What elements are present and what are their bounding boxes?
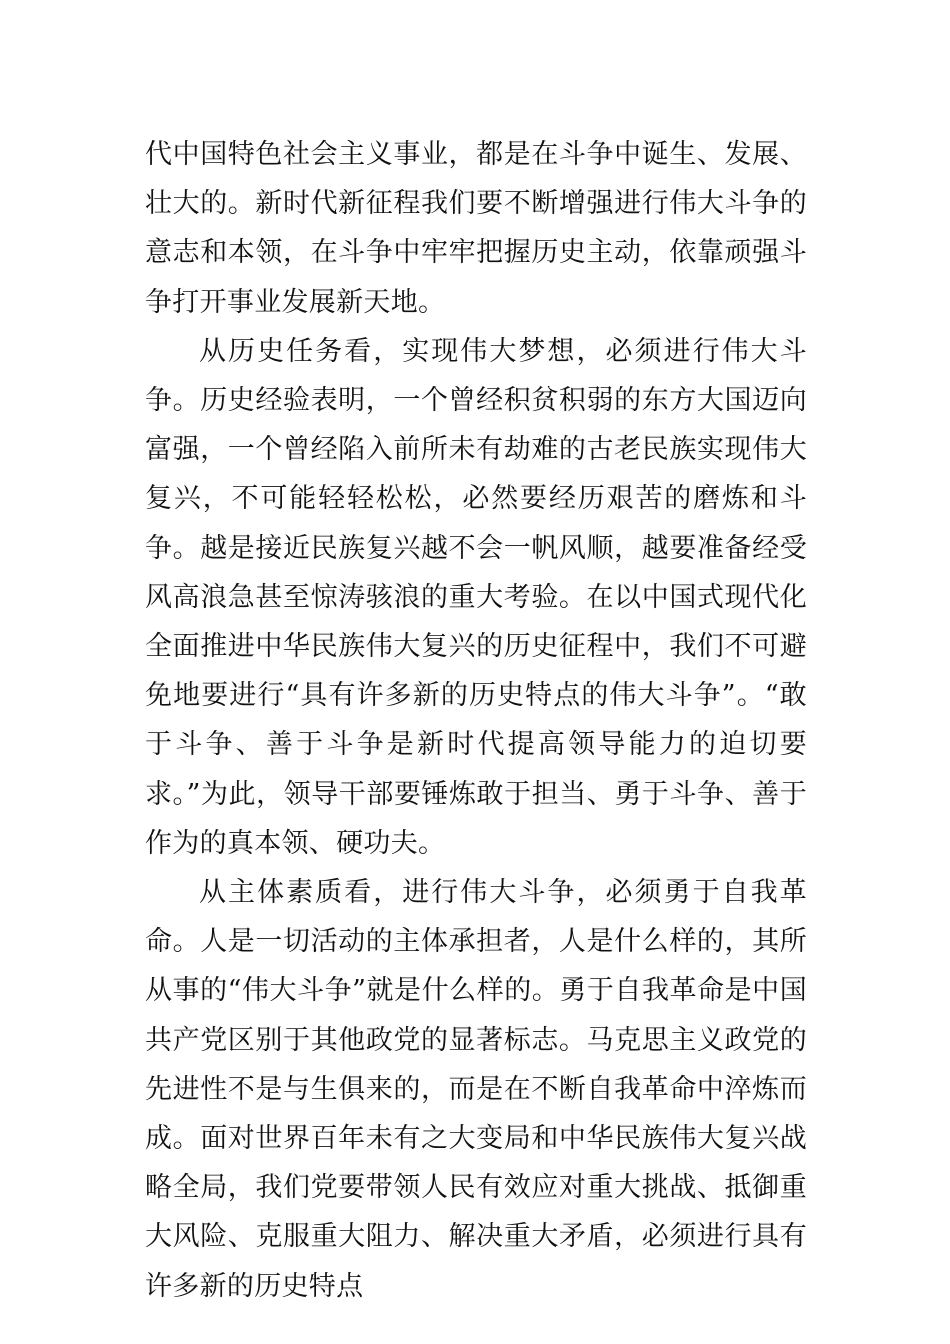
paragraph-historical-task: 从历史任务看，实现伟大梦想，必须进行伟大斗争。历史经验表明，一个曾经积贫积弱的东方大国迈向富强，一个曾经陷入前所未有劫难的古老民族实现伟大复兴，不可能轻轻松松，必然要经历艰苦的磨炼和斗争。越是接近民族复兴越不会一帆风顺，越要准备经受风高浪急甚至惊涛骇浪的重大考验。在以中国式现代化全面推进中华民族伟大复兴的历史征程中，我们不可避免地要进行“具有许多新的历史特点的伟大斗争”。“敢于斗争、善于斗争是新时代提高领导能力的迫切要求。”为此，领导干部要锤炼敢于担当、勇于斗争、善于作为的真本领、硬功夫。 [145,335,807,859]
document-body [145,130,807,1311]
paragraph-subject-quality: 从主体素质看，进行伟大斗争，必须勇于自我革命。人是一切活动的主体承担者，人是什么样的，其所从事的“伟大斗争”就是什么样的。勇于自我革命是中国共产党区别于其他政党的显著标志。马克思主义政党的先进性不是与生俱来的，而是在不断自我革命中淬炼而成。面对世界百年未有之大变局和中华民族伟大复兴战略全局，我们党要带领人民有效应对重大挑战、抵御重大风险、克服重大阻力、解决重大矛盾，必须进行具有许多新的历史特点 [145,877,807,1302]
paragraph-continued: 代中国特色社会主义事业，都是在斗争中诞生、发展、壮大的。新时代新征程我们要不断增强进行伟大斗争的意志和本领，在斗争中牢牢把握历史主动，依靠顽强斗争打开事业发展新天地。 [145,139,807,318]
